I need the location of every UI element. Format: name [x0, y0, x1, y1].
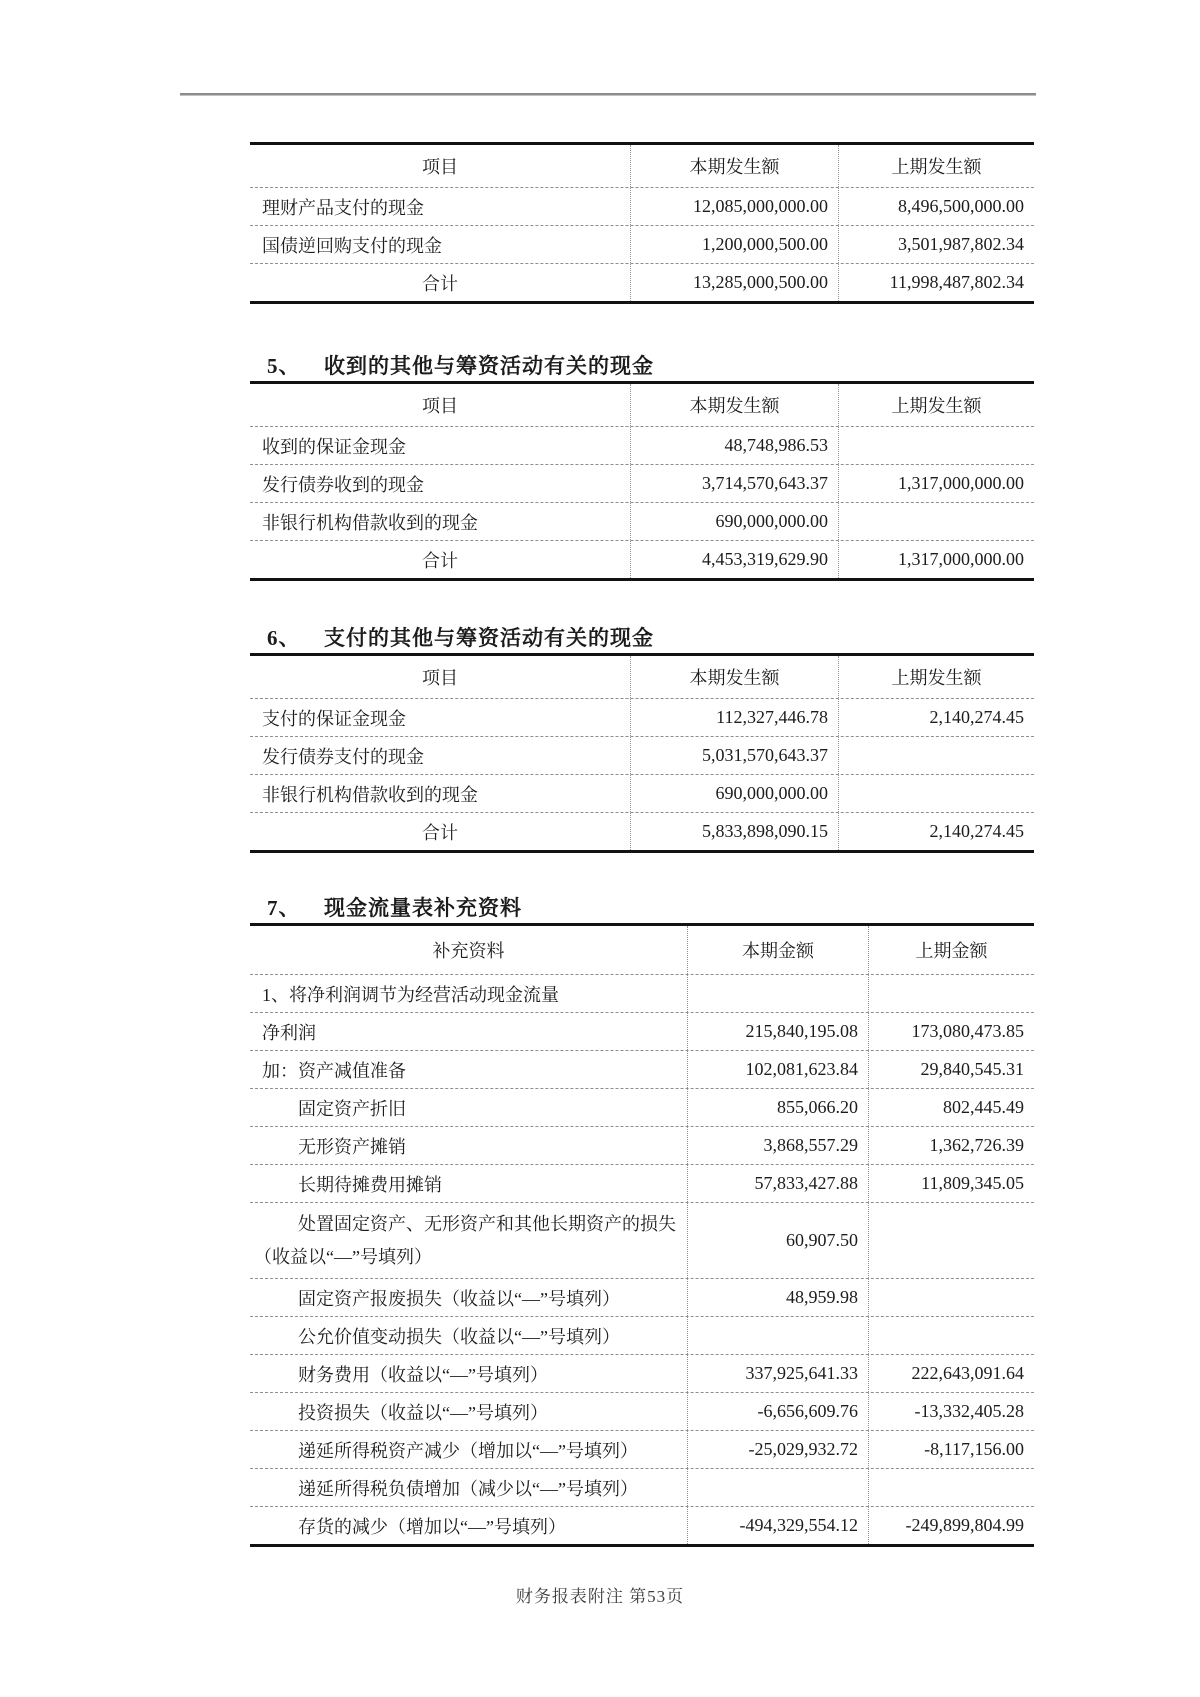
- current-period-amount: 3,868,557.29: [687, 1127, 868, 1164]
- section-7-block: [250, 892, 1034, 1547]
- prior-period-amount: 8,496,500,000.00: [838, 188, 1034, 225]
- current-period-amount: 4,453,319,629.90: [630, 541, 838, 578]
- prior-period-amount: 173,080,473.85: [868, 1013, 1034, 1050]
- column-header: 本期发生额: [630, 145, 838, 187]
- table-header-row: [250, 656, 1034, 698]
- item-label: 收到的保证金现金: [262, 436, 406, 457]
- column-header: 上期发生额: [838, 145, 1034, 187]
- item-label: 长期待摊费用摊销: [298, 1174, 442, 1195]
- column-header: 项目: [422, 668, 458, 688]
- table-row: [250, 1164, 1034, 1202]
- column-header: 上期发生额: [838, 656, 1034, 698]
- page-footer: 财务报表附注 第53页: [515, 1587, 685, 1606]
- item-label: 净利润: [262, 1022, 316, 1043]
- item-label: 合计: [422, 822, 458, 843]
- item-label: 加：资产减值准备: [262, 1060, 406, 1081]
- current-period-amount: 102,081,623.84: [687, 1051, 868, 1088]
- current-period-amount: 1,200,000,500.00: [630, 226, 838, 263]
- table-row: [250, 1392, 1034, 1430]
- table-row: [250, 263, 1034, 301]
- section-6-block: [250, 622, 1034, 853]
- table-row: [250, 502, 1034, 540]
- current-period-amount: -25,029,932.72: [687, 1431, 868, 1468]
- prior-period-amount: 2,140,274.45: [838, 813, 1034, 850]
- current-period-amount: 215,840,195.08: [687, 1013, 868, 1050]
- item-label: 发行债券收到的现金: [262, 474, 424, 495]
- table-row: [250, 540, 1034, 578]
- prior-period-amount: [838, 775, 1034, 812]
- item-label: 合计: [422, 273, 458, 294]
- table-row: [250, 736, 1034, 774]
- column-header: 本期发生额: [630, 384, 838, 426]
- item-label: 公允价值变动损失（收益以“—”号填列）: [298, 1326, 620, 1347]
- section-title-text: 收到的其他与筹资活动有关的现金: [324, 354, 654, 378]
- table-row: [250, 1202, 1034, 1278]
- table-row: [250, 1354, 1034, 1392]
- item-label: 固定资产折旧: [298, 1098, 406, 1119]
- prior-period-amount: 802,445.49: [868, 1089, 1034, 1126]
- item-label: 财务费用（收益以“—”号填列）: [298, 1364, 548, 1385]
- continued-payments-table: [250, 142, 1034, 304]
- item-label: 发行债券支付的现金: [262, 746, 424, 767]
- current-period-amount: 690,000,000.00: [630, 775, 838, 812]
- column-header: 本期金额: [687, 926, 868, 974]
- item-label: 国债逆回购支付的现金: [262, 235, 442, 256]
- section-number: 7、: [267, 896, 301, 920]
- other-financing-cash-received-table: [250, 381, 1034, 581]
- table-row: [250, 464, 1034, 502]
- item-label: 处置固定资产、无形资产和其他长期资产的损失 （收益以“—”号填列）: [254, 1213, 676, 1267]
- item-label: 理财产品支付的现金: [262, 197, 424, 218]
- section-title: [250, 350, 1034, 381]
- item-label: 递延所得税负债增加（减少以“—”号填列）: [298, 1478, 638, 1499]
- current-period-amount: 855,066.20: [687, 1089, 868, 1126]
- table-row: [250, 1316, 1034, 1354]
- table-header-row: [250, 145, 1034, 187]
- prior-period-amount: [838, 427, 1034, 464]
- prior-period-amount: 1,317,000,000.00: [838, 465, 1034, 502]
- table-row: [250, 1126, 1034, 1164]
- prior-period-amount: 29,840,545.31: [868, 1051, 1034, 1088]
- section-number: 6、: [267, 626, 301, 650]
- current-period-amount: 112,327,446.78: [630, 699, 838, 736]
- section-number: 5、: [267, 354, 301, 378]
- prior-period-amount: 1,362,726.39: [868, 1127, 1034, 1164]
- item-label: 非银行机构借款收到的现金: [262, 512, 478, 533]
- item-label: 非银行机构借款收到的现金: [262, 784, 478, 805]
- column-header: 上期发生额: [838, 384, 1034, 426]
- item-label: 合计: [422, 550, 458, 571]
- current-period-amount: 60,907.50: [687, 1203, 868, 1278]
- prior-period-amount: 2,140,274.45: [838, 699, 1034, 736]
- prior-period-amount: [868, 1469, 1034, 1506]
- table-row: [250, 1506, 1034, 1544]
- table-row: [250, 974, 1034, 1012]
- current-period-amount: 12,085,000,000.00: [630, 188, 838, 225]
- table-row: [250, 1088, 1034, 1126]
- table-row: [250, 698, 1034, 736]
- current-period-amount: 57,833,427.88: [687, 1165, 868, 1202]
- column-header: 本期发生额: [630, 656, 838, 698]
- prior-period-amount: [868, 1203, 1034, 1278]
- section-5-block: [250, 350, 1034, 581]
- section-title: [250, 892, 1034, 923]
- current-period-amount: 13,285,000,500.00: [630, 264, 838, 301]
- prior-period-amount: 11,998,487,802.34: [838, 264, 1034, 301]
- section-title-text: 现金流量表补充资料: [324, 896, 522, 920]
- table-row: [250, 187, 1034, 225]
- current-period-amount: -6,656,609.76: [687, 1393, 868, 1430]
- other-financing-cash-paid-table: [250, 653, 1034, 853]
- table-row: [250, 426, 1034, 464]
- current-period-amount: -494,329,554.12: [687, 1507, 868, 1544]
- prior-period-amount: -249,899,804.99: [868, 1507, 1034, 1544]
- column-header: 项目: [422, 396, 458, 416]
- column-header: 项目: [422, 157, 458, 177]
- prior-period-amount: [838, 503, 1034, 540]
- page-header-rule: [180, 93, 1036, 96]
- column-header: 补充资料: [432, 941, 505, 961]
- item-label: 递延所得税资产减少（增加以“—”号填列）: [298, 1440, 638, 1461]
- item-label: 存货的减少（增加以“—”号填列）: [298, 1516, 566, 1537]
- prior-period-amount: [838, 737, 1034, 774]
- table-header-row: [250, 384, 1034, 426]
- prior-period-amount: 1,317,000,000.00: [838, 541, 1034, 578]
- table-row: [250, 812, 1034, 850]
- prior-period-amount: [868, 1279, 1034, 1316]
- current-period-amount: [687, 1469, 868, 1506]
- item-label: 固定资产报废损失（收益以“—”号填列）: [298, 1288, 620, 1309]
- table-row: [250, 1430, 1034, 1468]
- current-period-amount: 5,031,570,643.37: [630, 737, 838, 774]
- prior-period-amount: -8,117,156.00: [868, 1431, 1034, 1468]
- prior-period-amount: 3,501,987,802.34: [838, 226, 1034, 263]
- continued-payments-table-block: [250, 142, 1034, 304]
- table-row: [250, 225, 1034, 263]
- item-label: 支付的保证金现金: [262, 708, 406, 729]
- current-period-amount: 48,959.98: [687, 1279, 868, 1316]
- table-header-row: [250, 926, 1034, 974]
- current-period-amount: 3,714,570,643.37: [630, 465, 838, 502]
- table-row: [250, 1278, 1034, 1316]
- section-title: [250, 622, 1034, 653]
- current-period-amount: [687, 975, 868, 1012]
- prior-period-amount: 11,809,345.05: [868, 1165, 1034, 1202]
- current-period-amount: 48,748,986.53: [630, 427, 838, 464]
- current-period-amount: [687, 1317, 868, 1354]
- item-label: 无形资产摊销: [298, 1136, 406, 1157]
- prior-period-amount: -13,332,405.28: [868, 1393, 1034, 1430]
- item-label: 1、将净利润调节为经营活动现金流量: [262, 984, 559, 1005]
- prior-period-amount: [868, 975, 1034, 1012]
- cash-flow-supplementary-table: [250, 923, 1034, 1547]
- current-period-amount: 5,833,898,090.15: [630, 813, 838, 850]
- table-row: [250, 1050, 1034, 1088]
- current-period-amount: 690,000,000.00: [630, 503, 838, 540]
- table-row: [250, 1012, 1034, 1050]
- table-row: [250, 774, 1034, 812]
- item-label: 投资损失（收益以“—”号填列）: [298, 1402, 548, 1423]
- table-row: [250, 1468, 1034, 1506]
- prior-period-amount: 222,643,091.64: [868, 1355, 1034, 1392]
- column-header: 上期金额: [868, 926, 1034, 974]
- prior-period-amount: [868, 1317, 1034, 1354]
- current-period-amount: 337,925,641.33: [687, 1355, 868, 1392]
- section-title-text: 支付的其他与筹资活动有关的现金: [324, 626, 654, 650]
